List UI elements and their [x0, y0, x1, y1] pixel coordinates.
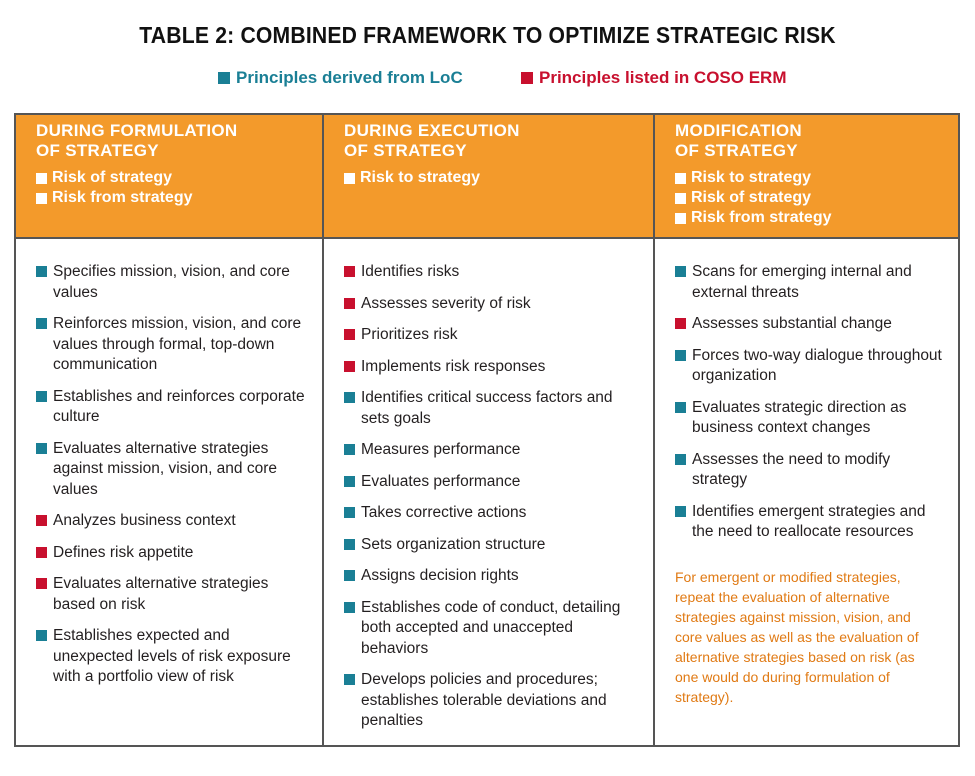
risk-list [36, 168, 310, 208]
column-header [16, 115, 322, 239]
legend [0, 68, 975, 92]
column-body [324, 239, 653, 732]
square-bullet-icon [344, 444, 355, 455]
risk-item: Risk to strategy [675, 168, 946, 188]
square-bullet-icon [344, 361, 355, 372]
square-bullet-icon [344, 674, 355, 685]
principle-item: Evaluates alternative strategies based on risk [36, 574, 310, 615]
square-bullet-icon [36, 266, 47, 277]
square-bullet-icon [344, 476, 355, 487]
square-icon [344, 173, 355, 184]
principle-item: Assesses the need to modify strategy [675, 450, 946, 491]
square-bullet-icon [36, 443, 47, 454]
column-modification [653, 115, 958, 745]
square-bullet-icon [36, 630, 47, 641]
principle-item: Assigns decision rights [344, 566, 641, 587]
principle-item: Specifies mission, vision, and core values [36, 262, 310, 303]
square-bullet-icon [675, 506, 686, 517]
risk-item: Risk of strategy [36, 168, 310, 188]
principle-item: Takes corrective actions [344, 503, 641, 524]
square-bullet-icon [344, 570, 355, 581]
square-bullet-icon [36, 547, 47, 558]
principle-item: Establishes and reinforces corporate culture [36, 387, 310, 428]
square-bullet-icon [344, 507, 355, 518]
principle-item: Forces two-way dialogue throughout organization [675, 346, 946, 387]
square-icon [675, 213, 686, 224]
square-bullet-icon [344, 329, 355, 340]
square-bullet-icon [344, 602, 355, 613]
framework-table [14, 113, 960, 747]
principle-item: Identifies critical success factors and sets goals [344, 388, 641, 429]
principle-item: Identifies emergent strategies and the need to reallocate resources [675, 502, 946, 543]
principle-item: Develops policies and procedures; establishes tolerable deviations and penalties [344, 670, 641, 732]
principle-item: Prioritizes risk [344, 325, 641, 346]
column-title: DURING FORMULATION OF STRATEGY [36, 121, 238, 160]
modification-note: For emergent or modified strategies, repeat the evaluation of alternative strategies against mission, vision, and core values as well as the evaluation of alternative strategies based on risk (as one would do during formulation of strategy). [675, 568, 919, 705]
square-icon [675, 173, 686, 184]
principle-item: Establishes code of conduct, detailing both accepted and unaccepted behaviors [344, 598, 641, 660]
risk-item: Risk from strategy [36, 188, 310, 208]
principle-item: Reinforces mission, vision, and core values through formal, top-down communication [36, 314, 310, 376]
square-bullet-icon [675, 350, 686, 361]
risk-list [675, 168, 946, 228]
risk-list [344, 168, 641, 188]
square-bullet-icon [344, 392, 355, 403]
square-icon [675, 193, 686, 204]
column-header [324, 115, 653, 239]
column-body [655, 239, 958, 707]
principle-item: Defines risk appetite [36, 543, 310, 564]
square-bullet-icon [36, 515, 47, 526]
principle-item: Scans for emerging internal and external threats [675, 262, 946, 303]
column-title: DURING EXECUTION OF STRATEGY [344, 121, 520, 160]
column-title: MODIFICATION OF STRATEGY [675, 121, 802, 160]
square-bullet-icon [344, 298, 355, 309]
column-execution [322, 115, 653, 745]
principle-item: Assesses severity of risk [344, 294, 641, 315]
principle-item: Evaluates strategic direction as business context changes [675, 398, 946, 439]
principle-item: Analyzes business context [36, 511, 310, 532]
square-icon [36, 173, 47, 184]
principle-item: Sets organization structure [344, 535, 641, 556]
column-header [655, 115, 958, 239]
risk-item: Risk from strategy [675, 208, 946, 228]
square-bullet-icon [675, 402, 686, 413]
square-bullet-icon [675, 266, 686, 277]
column-body [16, 239, 322, 688]
risk-item: Risk to strategy [344, 168, 641, 188]
principle-item: Assesses substantial change [675, 314, 946, 335]
table-title: TABLE 2: COMBINED FRAMEWORK TO OPTIMIZE STRATEGIC RISK [139, 22, 836, 48]
principle-item: Measures performance [344, 440, 641, 461]
legend-label-loc: Principles derived from LoC [236, 68, 463, 87]
square-bullet-icon [36, 578, 47, 589]
column-formulation [16, 115, 322, 745]
square-bullet-icon [344, 539, 355, 550]
principle-item: Identifies risks [344, 262, 641, 283]
square-bullet-icon [36, 391, 47, 402]
square-bullet-icon [344, 266, 355, 277]
principle-item: Evaluates performance [344, 472, 641, 493]
legend-item-loc [218, 68, 463, 88]
square-bullet-icon [36, 318, 47, 329]
square-bullet-icon [675, 454, 686, 465]
square-icon [218, 72, 230, 84]
square-icon [36, 193, 47, 204]
legend-item-coso [521, 68, 787, 88]
principle-item: Evaluates alternative strategies against mission, vision, and core values [36, 439, 310, 501]
square-bullet-icon [675, 318, 686, 329]
legend-label-coso: Principles listed in COSO ERM [539, 68, 787, 87]
principle-item: Establishes expected and unexpected levels of risk exposure with a portfolio view of risk [36, 626, 310, 688]
square-icon [521, 72, 533, 84]
risk-item: Risk of strategy [675, 188, 946, 208]
principle-item: Implements risk responses [344, 357, 641, 378]
